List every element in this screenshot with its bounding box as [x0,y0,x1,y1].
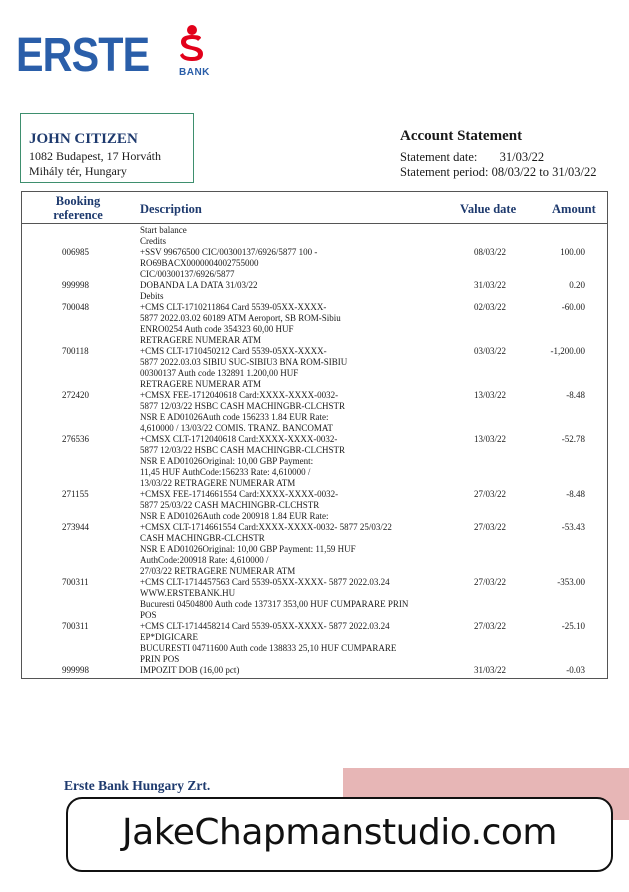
description-cell: +SSV 99676500 CIC/00300137/6926/5877 100 - [140,247,318,257]
description-cell: +CMS CLT-1714457563 Card 5539-05XX-XXXX- 5877 2022.03.24 [140,577,390,587]
description-cell: Bucuresti 04504800 Auth code 137317 353,00 HUF CUMPARARE PRIN [140,599,409,609]
header-value-date: Value date [460,202,517,216]
amount-cell: -8.48 [566,390,585,400]
description-cell: +CMSX CLT-1714661554 Card:XXXX-XXXX-0032- 5877 25/03/22 [140,522,392,532]
header-reference-line: reference [53,208,103,222]
customer-address-box [20,113,194,183]
amount-cell: -25.10 [561,621,585,631]
customer-name: JOHN CITIZEN [29,131,138,147]
statement-date [400,150,544,165]
description-cell: 5877 12/03/22 HSBC CASH MACHINGBR-CLCHSTR [140,401,346,411]
statement-date-label: Statement date: [400,150,478,164]
watermark-text: JakeChapmanstudio.com [122,812,557,853]
logo-bank-label: BANK [179,67,210,78]
booking-reference-cell: 999998 [62,665,89,675]
header-booking-reference [44,194,112,222]
description-cell: NSR E AD01026Original: 10,00 GBP Payment: [140,456,314,466]
booking-reference-cell: 272420 [62,390,89,400]
transactions-table [21,191,608,679]
booking-reference-cell: 271155 [62,489,89,499]
header-booking-line: Booking [55,194,101,208]
amount-cell: -353.00 [557,577,585,587]
booking-reference-cell: 700048 [62,302,89,312]
value-date-cell: 27/03/22 [474,577,507,587]
amount-cell: -1,200.00 [550,346,585,356]
value-date-cell: 03/03/22 [474,346,507,356]
booking-reference-cell: 276536 [62,434,89,444]
booking-reference-cell: 999998 [62,280,89,290]
booking-reference-cell: 700311 [62,577,89,587]
value-date-cell: 13/03/22 [474,434,507,444]
booking-reference-cell: 700311 [62,621,89,631]
description-cell: 5877 25/03/22 CASH MACHINGBR-CLCHSTR [140,500,320,510]
description-cell: 13/03/22 RETRAGERE NUMERAR ATM [140,478,296,488]
description-cell: +CMS CLT-1710211864 Card 5539-05XX-XXXX- [140,302,327,312]
description-cell: PRIN POS [140,654,180,664]
booking-reference-cell: 700118 [62,346,89,356]
booking-reference-cell: 006985 [62,247,89,257]
value-date-cell: 31/03/22 [474,665,507,675]
value-date-cell: 27/03/22 [474,489,507,499]
description-cell: 00300137 Auth code 132891 1.200,00 HUF [140,368,299,378]
statement-period-value: 08/03/22 to 31/03/22 [491,165,597,179]
description-cell: DOBANDA LA DATA 31/03/22 [140,280,258,290]
header-divider [22,223,607,224]
description-cell: +CMSX CLT-1712040618 Card:XXXX-XXXX-0032- [140,434,338,444]
description-cell: +CMS CLT-1710450212 Card 5539-05XX-XXXX- [140,346,327,356]
description-cell: EP*DIGICARE [140,632,198,642]
statement-period-label: Statement period: [400,165,489,179]
header-amount: Amount [552,202,596,216]
description-cell: +CMS CLT-1714458214 Card 5539-05XX-XXXX- 5877 2022.03.24 [140,621,390,631]
description-cell: Debits [140,291,164,301]
description-cell: 4,610000 / 13/03/22 COMIS. TRANZ. BANCOMAT [140,423,333,433]
value-date-cell: 27/03/22 [474,522,507,532]
value-date-cell: 27/03/22 [474,621,507,631]
amount-cell: -8.48 [566,489,585,499]
description-cell: RETRAGERE NUMERAR ATM [140,379,262,389]
amount-cell: 0.20 [569,280,585,290]
amount-cell: -52.78 [561,434,585,444]
customer-address-line-2: Mihály tér, Hungary [29,164,127,178]
value-date-cell: 31/03/22 [474,280,507,290]
value-date-cell: 02/03/22 [474,302,507,312]
booking-reference-cell: 273944 [62,522,89,532]
watermark-banner [66,797,613,872]
description-cell: NSR E AD01026Auth code 200918 1.84 EUR Rate: [140,511,329,521]
logo-s-mark-icon [168,24,216,64]
description-cell: CASH MACHINGBR-CLCHSTR [140,533,265,543]
amount-cell: 100.00 [560,247,585,257]
description-cell: WWW.ERSTEBANK.HU [140,588,236,598]
amount-cell: -53.43 [561,522,585,532]
statement-title: Account Statement [400,128,523,144]
description-cell: 5877 2022.03.03 SIBIU SUC-SIBIU3 BNA ROM-SIBIU [140,357,348,367]
value-date-cell: 13/03/22 [474,390,507,400]
amount-cell: -0.03 [566,665,585,675]
description-cell: BUCURESTI 04711600 Auth code 138833 25,10 HUF CUMPARARE [140,643,397,653]
description-cell: NSR E AD01026Auth code 156233 1.84 EUR Rate: [140,412,329,422]
description-cell: +CMSX FEE-1712040618 Card:XXXX-XXXX-0032- [140,390,339,400]
description-cell: 5877 2022.03.02 60189 ATM Aeroport, SB ROM-Sibiu [140,313,341,323]
header-description: Description [140,202,202,216]
description-cell: CIC/00300137/6926/5877 [140,269,235,279]
description-cell: POS [140,610,157,620]
description-cell: RO69BACX0000004002755000 [140,258,259,268]
description-cell: NSR E AD01026Original: 10,00 GBP Payment: 11,59 HUF [140,544,356,554]
amount-cell: -60.00 [561,302,585,312]
description-cell: 11,45 HUF AuthCode:156233 Rate: 4,610000 / [140,467,311,477]
footer-bank-name: Erste Bank Hungary Zrt. [64,778,211,793]
description-cell: AuthCode:200918 Rate: 4,610000 / [140,555,269,565]
description-cell: ENRO0254 Auth code 354323 60,00 HUF [140,324,294,334]
description-cell: +CMSX FEE-1714661554 Card:XXXX-XXXX-0032- [140,489,339,499]
statement-date-value: 31/03/22 [499,150,545,164]
value-date-cell: 08/03/22 [474,247,507,257]
description-cell: 5877 12/03/22 HSBC CASH MACHINGBR-CLCHSTR [140,445,346,455]
description-cell: 27/03/22 RETRAGERE NUMERAR ATM [140,566,296,576]
logo-wordmark: ERSTE [16,29,150,82]
description-cell: Credits [140,236,166,246]
statement-period [400,165,597,180]
description-cell: RETRAGERE NUMERAR ATM [140,335,262,345]
customer-address-line-1: 1082 Budapest, 17 Horváth [29,149,161,163]
description-cell: Start balance [140,225,187,235]
description-cell: IMPOZIT DOB (16,00 pct) [140,665,240,675]
